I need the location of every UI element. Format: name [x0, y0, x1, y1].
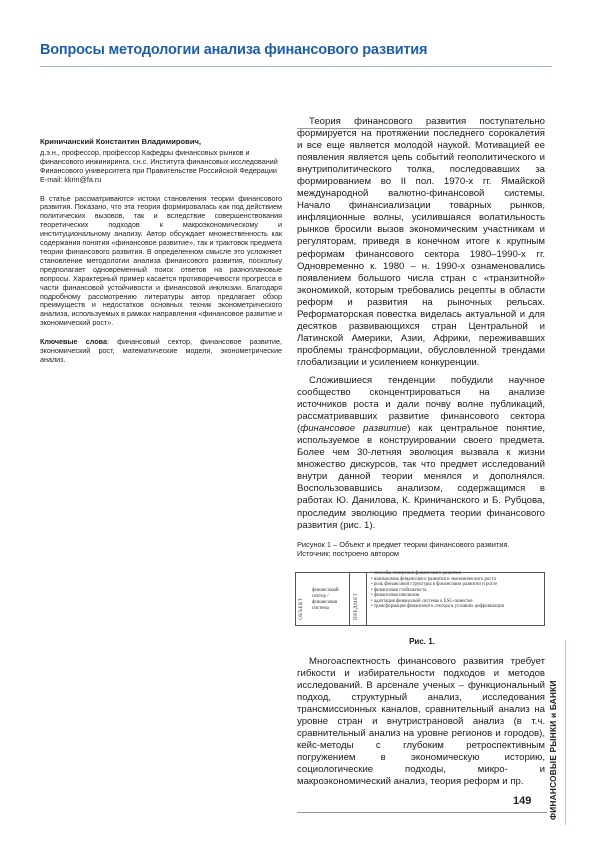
keywords: [40, 338, 282, 365]
main-body-bottom: [297, 656, 545, 789]
page-number: 149: [513, 795, 532, 807]
subject-item: • финансовая инклюзия: [371, 593, 543, 599]
subject-item: • трансформация финансового сектора в условиях цифровизации: [371, 604, 543, 610]
figure-caption-title: Рисунок 1 – Объект и предмет теории финансового развития.: [297, 540, 510, 549]
figure-1-diagram: [295, 568, 545, 628]
body-paragraph-1: Теория финансового развития поступательно формируется на протяжении последнего сорокалетия и все еще является молодой наукой. Мотивацией ее появления является цепь событий геополитического и внутриполитического толка, последовавших за формированием во II пол. 1970-х гг. Ямайской международной валютно-финансовой системы. Начало финансиализации товарных рынков, инфляционные волны, усилившаяся волатильность рынков бросили вызов экономическим участникам и регуляторам, приведя в конечном итоге к крупным реформам финансового сектора 1980–1990-х гг. Одновременно к. 1980 – н. 1990-х ознаменовались появлением большого числа стран с «транзитной» экономикой, которым требовались рецепты в области реформ и развития на рыночных рельсах. Реформаторская повестка виделась актуальной и для десятков развивающихся стран Центральной и Латинской Америки, Азии, Африки, переживавших проблемы трансформации, обусловленной трендами глобализации и усилением конкуренции.: [297, 116, 545, 368]
figure-label: Рис. 1.: [409, 637, 435, 646]
subject-item: • финансовая стабильность: [371, 588, 543, 594]
main-body-column: [297, 116, 545, 532]
object-center-text: финансовый сектор / финансовая система: [312, 588, 339, 611]
page-header-title: Вопросы методологии анализа финансового развития: [40, 42, 428, 58]
subject-item: • адаптация финансовой системы к ESG-повестке: [371, 599, 543, 605]
header-divider: [40, 66, 552, 67]
body-paragraph-3: Многоаспектность финансового развития требует гибкости и избирательности подходов и методов исследований. В арсенале ученых – функциональный подход, структурный анализ, исследования трансмиссионных каналов, сравнительный анализ на уровне стран и внутристрановой анализ (в т.ч. сравнительный анализ на уровне регионов и городов), кейс-методы с глубоким ретроспективным погружением в экономическую историю, социологические подходы, микро- и макроэкономический анализ, теория реформ и пр.: [297, 656, 545, 788]
author-name: Криничанский Константин Владимирович,: [40, 137, 202, 146]
section-side-tab: [549, 640, 563, 820]
body-paragraph-2-italic: финансовое развитие: [300, 423, 408, 435]
author-affiliation: д.э.н., профессор, профессор Кафедры финансовых рынков и финансового инжиниринга, г.н.с. Института финансовых исследований Финансового университета при Правительстве Российской Федерации: [40, 147, 278, 175]
figure-caption-source: Источник: построено автором: [297, 548, 400, 558]
object-label: ОБЪЕКТ: [298, 597, 304, 620]
keywords-label: Ключевые слова: [40, 337, 107, 347]
subject-label: ПРЕДМЕТ: [353, 592, 359, 620]
figure-caption: [297, 541, 547, 559]
section-side-tab-label: ФИНАНСОВЫЕ РЫНКИ и БАНКИ: [549, 680, 558, 820]
subject-item: • роль финансовой структуры в финансовом развитии и росте: [371, 582, 543, 588]
subject-item: • способы измерения финансового развития: [371, 571, 543, 577]
keywords-text: : финансовый сектор, финансовое развитие, экономический рост, математические модели, эконометрические анализ.: [40, 337, 283, 364]
side-tab-rule: [565, 640, 566, 825]
author-abstract-column: [40, 138, 282, 365]
abstract-text: В статье рассматриваются истоки становления теории финансового развития. Показано, что эта теория формировалась как под действием политических вызовов, так и вследствие совершенствования теоретических подходов к макроэкономическому и институциональному анализу. Автор обсуждает множественность как содержания понятия «финансовое развитие», так и трактовок предмета теории финансового развития. В определенном смысле это усложняет становление методологии анализа финансового развития, поскольку предполагает одновременный поиск ответов на разноплановые вопросы. Характерный пример касается противоречивости прогресса в части финансовой устойчивости и финансовой инклюзии. Благодаря подробному рассмотрению литературы автор предлагает обзор преимуществ и недостатков основных техник эконометрического анализа, используемых в рамках направления «финансовое развитие и экономический рост».: [40, 193, 282, 328]
footer-rule: [297, 812, 547, 813]
body-paragraph-2-start: Сложившиеся тенденции побудили научное сообщество сконцентрироваться на анализе источников роста и дали почву волне публикаций, рассматривавших развитие финансового сектора (: [297, 374, 545, 435]
body-paragraph-2-end: ) как центральное понятие, используемое в конструировании своего предмета. Более чем 30-летняя эволюция вызвала к жизни множество дискурсов, так что предмет исследований внутри данной теории менялся и дополнялся. Воспользовавшись анализом, содержащимся в работах Ю. Данилова, К. Криничанского и Б. Рубцова, проследим эволюцию предмета теории финансового развития (рис. 1).: [297, 423, 546, 531]
subject-items: [371, 571, 543, 610]
subject-item: • взаимосвязь финансового развития и экономического роста: [371, 577, 543, 583]
body-paragraph-2: [297, 375, 545, 532]
author-email[interactable]: E-mail: kkrin@fa.ru: [40, 174, 102, 184]
